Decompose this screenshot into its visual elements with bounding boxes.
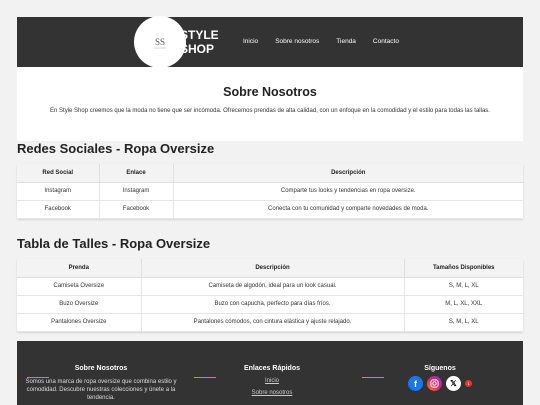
column-header: Enlace [99, 164, 173, 182]
logo-mark-icon [149, 31, 171, 53]
notification-badge: 1 [465, 380, 472, 387]
sizes-section-title: Tabla de Talles - Ropa Oversize [17, 236, 211, 251]
table-header-row [17, 259, 523, 277]
logo[interactable] [134, 16, 186, 68]
nav-link-inicio[interactable]: Inicio [243, 38, 259, 45]
table-cell: S, M, L, XL [404, 277, 523, 295]
table-cell: S, M, L, XL [404, 313, 523, 331]
logo-text: SS [154, 37, 166, 47]
about-title: Sobre Nosotros [223, 85, 317, 99]
table-cell: Pantalones Oversize [17, 313, 141, 331]
table-cell: Instagram [17, 182, 99, 200]
table-row [17, 313, 523, 331]
brand-line-2: SHOP [180, 42, 215, 56]
site-header [17, 17, 523, 67]
table-cell: Conecta con tu comunidad y comparte novedades de moda. [173, 200, 523, 218]
x-icon[interactable]: 𝕏 [446, 376, 461, 391]
table-cell: Pantalones cómodos, con cintura elástica y ajuste relajado. [141, 313, 404, 331]
footer-links [207, 341, 337, 396]
footer-link-sobre-nosotros[interactable]: Sobre nosotros [251, 390, 293, 396]
footer-follow-title: Síguenos [424, 365, 456, 372]
column-header: Descripción [173, 164, 523, 182]
about-section [17, 67, 523, 141]
footer-about-title: Sobre Nosotros [74, 365, 128, 372]
column-header: Descripción [141, 259, 404, 277]
table-cell: Camiseta de algodón, ideal para un look casual. [141, 277, 404, 295]
nav-link-sobre-nosotros[interactable]: Sobre nosotros [275, 38, 320, 45]
table-cell: Facebook [17, 200, 99, 218]
social-icons [377, 376, 503, 391]
footer-about [25, 341, 177, 402]
table-cell: Camiseta Oversize [17, 277, 141, 295]
column-header: Tamaños Disponibles [404, 259, 523, 277]
table-row [17, 295, 523, 313]
about-text: En Style Shop creemos que la moda no tiene que ser incómoda. Ofrecemos prendas de alta calidad, con un enfoque en la comodidad y el estilo para todas las tallas. [50, 108, 490, 114]
nav-link-tienda[interactable]: Tienda [336, 38, 356, 45]
table-header-row [17, 164, 523, 182]
column-header: Prenda [17, 259, 141, 277]
table-row [17, 200, 523, 218]
main-nav [243, 38, 416, 45]
table-cell: Buzo Oversize [17, 295, 141, 313]
table-row [17, 182, 523, 200]
social-table [17, 164, 523, 219]
facebook-icon[interactable]: f [408, 376, 423, 391]
brand-name [180, 28, 219, 56]
social-link-instagram[interactable]: Instagram [99, 182, 173, 200]
footer-about-text: Somos una marca de ropa oversize que combina estilo y comodidad. Descubre nuestras colecciones y únete a la tendencia. [25, 379, 177, 401]
footer-links-title: Enlaces Rápidos [243, 365, 301, 372]
footer-link-inicio[interactable]: Inicio [264, 378, 279, 384]
social-link-facebook[interactable]: Facebook [99, 200, 173, 218]
sizes-table [17, 259, 523, 332]
footer-follow [377, 341, 503, 391]
table-cell: Buzo con capucha, perfecto para días fríos. [141, 295, 404, 313]
brand-line-1: STYLE [180, 28, 219, 42]
column-header: Red Social [17, 164, 99, 182]
table-row [17, 277, 523, 295]
table-cell: Comparte tus looks y tendencias en ropa oversize. [173, 182, 523, 200]
social-section-title: Redes Sociales - Ropa Oversize [17, 141, 215, 156]
nav-link-contacto[interactable]: Contacto [372, 38, 399, 45]
site-footer [17, 341, 523, 405]
instagram-icon[interactable] [427, 376, 442, 391]
table-cell: M, L, XL, XXL [404, 295, 523, 313]
